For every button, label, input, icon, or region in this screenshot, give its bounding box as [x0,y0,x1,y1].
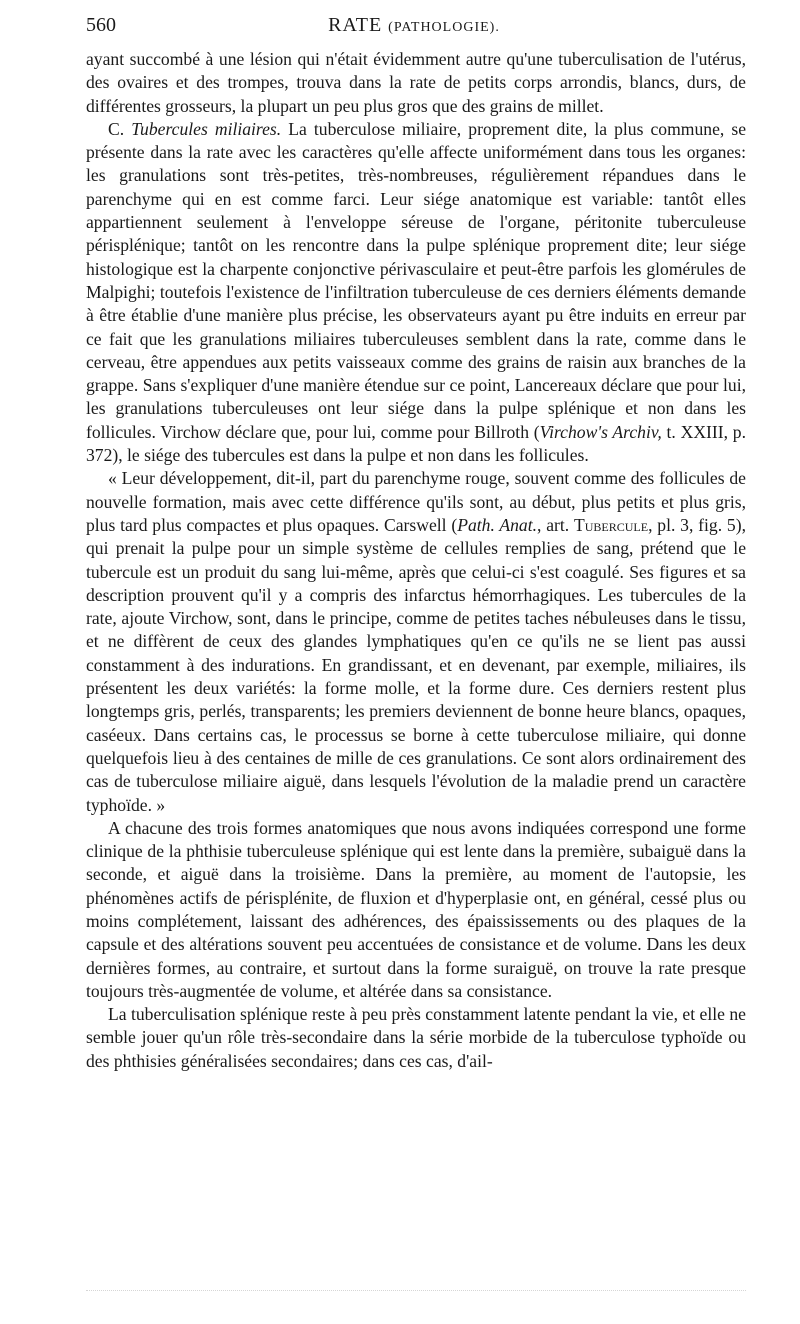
citation-title: Path. Anat. [457,514,537,535]
section-label: C. [108,118,125,139]
paragraph-quotation [86,467,746,816]
paragraph-text: t. XXIII, p. 372), le siége des tubercules est dans la pulpe et non dans les follicules. [86,421,747,466]
paragraph-text: La tuberculose miliaire, proprement dite, la plus commune, se présente dans la rate avec les caractères qu'elle affecte uniformément dans tous les organes: les granulations sont très-petites, très-nombreuses, régulièrement répandues dans le parenchyme qui en est comme farci. Leur siége anatomique est variable: tantôt elles appartiennent seulement à l'enveloppe séreuse de l'organe, péritonite tuberculeuse périsplénique; tantôt on les rencontre dans la pulpe splénique proprement dite; leur siége histologique est la charpente conjonctive périvasculaire et peut-être parfois les glomérules de Malpighi; toutefois l'existence de l'infiltration tuberculeuse de ces derniers éléments demande à être établie d'une manière plus précise, les observateurs ayant pu être induits en erreur par ce fait que les granulations miliaires tuberculeuses semblent dans la rate, comme dans le cerveau, être appendues aux petits vaisseaux comme des grains de raisin aux branches de la grappe. Sans s'expliquer d'une manière étendue sur ce point, Lancereaux déclare que pour lui, les granulations tuberculeuses ont leur siége dans la pulpe splénique et non dans les follicules. Virchow déclare que, pour lui, comme pour Billroth ( [86,118,747,442]
citation-article: Tubercule [573,514,649,535]
running-header [86,14,742,44]
running-title-main: RATE [328,14,383,36]
section-heading: Tubercules miliaires. [131,118,282,139]
paragraph-continuation: ayant succombé à une lésion qui n'était évidemment autre qu'une tuberculisation de l'utérus, des ovaires et des trompes, trouva dans la rate de petits corps arrondis, blancs, durs, de différentes grosseurs, la plupart un peu plus gros que des grains de millet. [86,49,746,116]
paragraph-text: , art. [536,514,574,535]
footer-rule [86,1290,746,1291]
citation-title: Virchow's Archiv, [539,421,662,442]
paragraph-latent-tuberculisation: La tuberculisation splénique reste à peu près constamment latente pendant la vie, et elle ne semble jouer qu'un rôle très-secondaire dans la série morbide de la tuberculose typhoïde ou des phthisies généralisées secondaires; dans ces cas, d'ail- [86,1004,746,1071]
paragraph-text: , pl. 3, fig. 5), qui prenait la pulpe pour un simple système de cellules remplies de sang, prétend que le tubercule est un produit du sang lui-même, après que celui-ci s'est coagulé. Ses figures et sa description prouvent qu'il y a compris des infarctus hémorrhagiques. Les tubercules de la rate, ajoute Virchow, sont, dans le principe, comme de petites taches nébuleuses dans le tissu, et ne diffèrent de ceux des glandes lymphatiques qu'en ce qu'ils ne se lient pas aussi constamment à des indurations. En grandissant, et en devenant, par exemple, miliaires, ils présentent les deux variétés: la forme molle, et la forme dure. Ces derniers restent plus longtemps gris, perlés, transparents; les premiers deviennent de bonne heure blancs, opaques, caséeux. Dans certains cas, le processus se borne à cette tuberculose miliaire, qui donne quelquefois lieu à des centaines de mille de ces granulations. Ce sont alors ordinairement des cas de tuberculose miliaire aiguë, dans lesquels l'évolution de la maladie prend un caractère typhoïde. » [86,514,746,815]
paragraph-clinical-forms: A chacune des trois formes anatomiques que nous avons indiquées correspond une forme clinique de la phthisie tuberculeuse splénique qui est lente dans la première, subaiguë dans la seconde, et aiguë dans la troisième. Dans la première, au moment de l'autopsie, les phénomènes actifs de périsplénite, de fluxion et d'hyperplasie ont, en général, cessé plus ou moins complétement, laissant des adhérences, des épaississements ou des plaques de la capsule et des altérations souvent peu accentuées de consistance et de volume. Dans les deux dernières formes, au contraire, et surtout dans la forme suraiguë, on trouve la rate presque toujours très-augmentée de volume, et altérée dans sa consistance. [86,817,746,1001]
body-text [86,48,746,1073]
running-title-sub: (PATHOLOGIE). [388,20,500,35]
paragraph-tubercules-miliaires [86,118,746,467]
page-number: 560 [86,14,116,36]
running-title [86,14,742,37]
paragraph-text: « Leur développement, dit-il, part du parenchyme rouge, souvent comme des follicules de nouvelle formation, mais avec cette différence qu'ils sont, au début, plus petits et plus gris, plus tard plus compactes et plus opaques. Carswell ( [86,468,746,535]
